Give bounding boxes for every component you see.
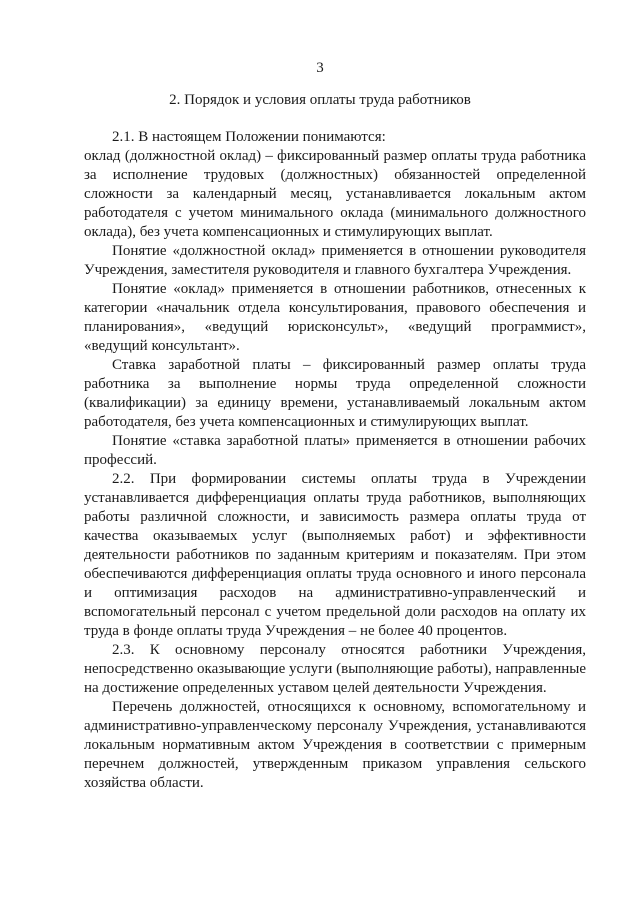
paragraph: 2.1. В настоящем Положении понимаются: — [112, 129, 386, 145]
paragraph: Понятие «должностной оклад» применяется в отношении руководителя Учреждения, заместителя руководителя и главного бухгалтера Учреждения. — [84, 243, 586, 278]
paragraph: 2.3. К основному персоналу относятся работники Учреждения, непосредственно оказывающие услуги (выполняющие работы), направленные на достижение определенных уставом целей деятельности Учреждения. — [84, 642, 586, 696]
document-body — [84, 128, 586, 793]
paragraph: Понятие «оклад» применяется в отношении работников, отнесенных к категории «начальник отдела консультирования, правового обеспечения и планирования», «ведущий юрисконсульт», «ведущий программист», «ведущий консультант». — [84, 281, 586, 354]
paragraph: Ставка заработной платы – фиксированный размер оплаты труда работника за выполнение нормы труда определенной сложности (квалификации) за единицу времени, устанавливаемый локальным актом работодателя, без учета компенсационных и стимулирующих выплат. — [84, 357, 586, 430]
section-title: 2. Порядок и условия оплаты труда работников — [169, 92, 471, 108]
page-number: 3 — [316, 60, 324, 76]
paragraph: Перечень должностей, относящихся к основному, вспомогательному и административно-управленческому персоналу Учреждения, устанавливаются локальным нормативным актом Учреждения в соответствии с примерным перечнем должностей, утвержденным приказом управления сельского хозяйства области. — [84, 699, 586, 791]
paragraph: Понятие «ставка заработной платы» применяется в отношении рабочих профессий. — [84, 433, 586, 468]
paragraph: 2.2. При формировании системы оплаты труда в Учреждении устанавливается дифференциация оплаты труда работников, выполняющих работы различной сложности, и зависимость размера оплаты труда от качества оказываемых услуг (выполняемых работ) и эффективности деятельности работников по заданным критериям и показателям. При этом обеспечиваются дифференциация оплаты труда основного и иного персонала и оптимизация расходов на административно-управленческий и вспомогательный персонал с учетом предельной доли расходов на оплату их труда в фонде оплаты труда Учреждения – не более 40 процентов. — [84, 471, 586, 639]
paragraph: оклад (должностной оклад) – фиксированный размер оплаты труда работника за исполнение трудовых (должностных) обязанностей определенной сложности за календарный месяц, устанавливается локальным актом работодателя с учетом минимального оклада (минимального должностного оклада), без учета компенсационных и стимулирующих выплат. — [84, 148, 586, 240]
